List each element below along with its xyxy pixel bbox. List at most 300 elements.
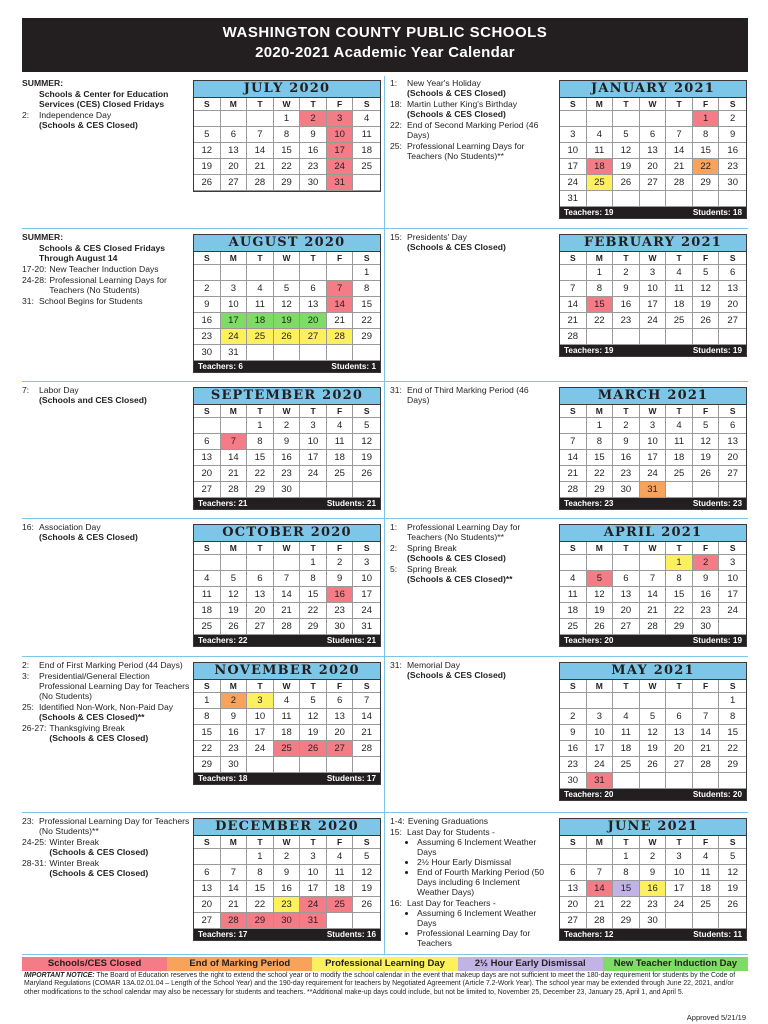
day-cell: 24 (221, 329, 248, 345)
day-cell: 16 (693, 587, 720, 603)
note-date: 16: (22, 522, 34, 532)
day-cell: 23 (719, 159, 746, 175)
day-cell: 1 (247, 849, 274, 865)
approved-date: Approved 5/21/19 (686, 1013, 746, 1022)
day-cell (274, 345, 301, 361)
day-cell: 17 (353, 587, 380, 603)
day-cell: 20 (327, 725, 354, 741)
note-text: Independence Day (39, 110, 112, 120)
day-cell: 24 (247, 741, 274, 757)
day-cell: 17 (327, 143, 354, 159)
day-cell (613, 329, 640, 345)
day-cell (274, 555, 301, 571)
day-cell: 1 (666, 555, 693, 571)
students-label: Students: (692, 499, 731, 508)
day-cell (247, 265, 274, 281)
week-row (194, 741, 380, 757)
day-cell: 5 (221, 571, 248, 587)
day-cell: 3 (719, 555, 746, 571)
teacher-day-count (564, 789, 613, 800)
day-cell: 14 (693, 725, 720, 741)
weekday-label: F (327, 542, 354, 555)
day-count-footer (560, 345, 746, 356)
note-item (22, 702, 190, 722)
teachers-label: Teachers: (564, 346, 603, 355)
day-cell: 14 (640, 587, 667, 603)
day-cell: 28 (666, 175, 693, 191)
week-row (560, 773, 746, 789)
day-cell: 28 (247, 175, 274, 191)
week-row (194, 111, 380, 127)
day-cell (693, 482, 720, 498)
week-row (194, 175, 380, 191)
day-cell: 13 (221, 143, 248, 159)
day-cell (587, 693, 614, 709)
day-cell: 8 (693, 127, 720, 143)
note-date (22, 243, 39, 263)
weekday-header (194, 680, 380, 693)
day-cell: 16 (300, 143, 327, 159)
note-text: Presidents' Day (407, 232, 467, 242)
day-cell (666, 693, 693, 709)
day-cell: 20 (560, 897, 587, 913)
week-row (560, 265, 746, 281)
note-closure: (Schools and CES Closed) (39, 395, 147, 405)
month-calendar (193, 662, 381, 785)
day-cell: 2 (194, 281, 221, 297)
week-row (560, 709, 746, 725)
weekday-label: M (221, 542, 248, 555)
day-cell: 17 (560, 159, 587, 175)
day-cell (719, 191, 746, 207)
note-item (22, 522, 190, 542)
note-date: 2: (390, 543, 398, 553)
weekday-label: S (719, 98, 746, 111)
day-cell: 8 (247, 434, 274, 450)
day-cell: 13 (560, 881, 587, 897)
weekday-label: T (300, 836, 327, 849)
note-closure: (Schools & CES Closed) (39, 120, 138, 130)
weekday-label: F (693, 836, 720, 849)
month-notes (22, 385, 190, 406)
weekday-label: M (221, 252, 248, 265)
week-row (560, 175, 746, 191)
day-cell: 26 (353, 466, 380, 482)
month-calendar (193, 818, 381, 941)
note-closure: (Schools & CES Closed) (407, 553, 506, 563)
day-cell: 18 (327, 881, 354, 897)
weekday-label: T (613, 836, 640, 849)
day-cell: 19 (693, 297, 720, 313)
day-cell: 5 (587, 571, 614, 587)
day-cell: 7 (353, 693, 380, 709)
note-date: 15: (390, 232, 402, 242)
teachers-value: 22 (238, 636, 248, 645)
day-cell (221, 555, 248, 571)
day-cell: 7 (587, 865, 614, 881)
note-item (390, 564, 550, 584)
day-cell: 26 (221, 619, 248, 635)
day-cell: 28 (587, 913, 614, 929)
day-cell: 9 (640, 865, 667, 881)
day-cell: 8 (587, 434, 614, 450)
note-text: Presidential/General Election Professional Learning Day for Teachers (No Students) (39, 671, 190, 701)
day-cell: 16 (194, 313, 221, 329)
weekday-label: T (666, 542, 693, 555)
day-cell: 10 (719, 571, 746, 587)
note-text: New Year's Holiday (407, 78, 481, 88)
note-bullet: • Assuming 6 Inclement Weather Days (417, 837, 550, 857)
day-cell: 24 (640, 313, 667, 329)
weekday-label: F (693, 680, 720, 693)
day-count-footer (194, 929, 380, 940)
day-cell: 28 (640, 619, 667, 635)
day-cell: 22 (300, 603, 327, 619)
note-item (390, 660, 550, 680)
day-cell (693, 329, 720, 345)
note-text: Labor Day (39, 385, 79, 395)
day-cell: 22 (613, 897, 640, 913)
note-text: Memorial Day (407, 660, 461, 670)
day-cell: 11 (274, 709, 301, 725)
week-row (194, 281, 380, 297)
weekday-label: W (274, 252, 301, 265)
student-day-count (693, 789, 742, 800)
day-cell (274, 757, 301, 773)
students-label: Students: (326, 499, 365, 508)
student-day-count (693, 498, 742, 509)
day-cell: 12 (194, 143, 221, 159)
day-cell: 9 (274, 434, 301, 450)
day-cell: 22 (194, 741, 221, 757)
week-row (194, 159, 380, 175)
day-cell: 11 (666, 281, 693, 297)
day-cell: 26 (613, 175, 640, 191)
day-cell: 28 (221, 913, 248, 929)
note-bullet: • Assuming 6 Inclement Weather Days (417, 908, 550, 928)
day-cell: 12 (300, 709, 327, 725)
day-cell: 15 (587, 450, 614, 466)
note-text: Spring Break (407, 543, 457, 553)
day-cell: 11 (693, 865, 720, 881)
day-cell: 7 (640, 571, 667, 587)
note-date: 22: (390, 120, 402, 130)
weekday-label: S (719, 405, 746, 418)
note-date: 16: (390, 898, 402, 908)
day-cell: 29 (247, 913, 274, 929)
day-cell (613, 773, 640, 789)
month-title: JULY 2020 (194, 81, 380, 98)
day-cell (560, 418, 587, 434)
month-title: MARCH 2021 (560, 388, 746, 405)
day-cell: 17 (247, 725, 274, 741)
students-label: Students: (692, 346, 731, 355)
day-cell: 20 (719, 297, 746, 313)
note-text: Identified Non-Work, Non-Paid Day (39, 702, 174, 712)
day-cell (587, 191, 614, 207)
weekday-header (194, 98, 380, 111)
day-cell: 17 (587, 741, 614, 757)
month-notes (390, 522, 550, 585)
weekday-label: W (640, 405, 667, 418)
day-cell: 14 (560, 450, 587, 466)
note-closure: (Schools & CES Closed) (407, 109, 506, 119)
day-cell: 19 (300, 725, 327, 741)
day-cell: 21 (221, 466, 248, 482)
students-value: 18 (732, 208, 742, 217)
weekday-label: S (353, 836, 380, 849)
day-cell: 20 (666, 741, 693, 757)
teacher-day-count (198, 773, 247, 784)
important-notice (24, 972, 748, 997)
teachers-value: 20 (604, 636, 614, 645)
day-cell: 19 (613, 159, 640, 175)
day-cell: 23 (693, 603, 720, 619)
teacher-day-count (198, 498, 247, 509)
students-label: Students: (693, 930, 732, 939)
day-count-footer (560, 207, 746, 218)
day-cell: 29 (274, 175, 301, 191)
weekday-label: S (719, 680, 746, 693)
legend-early: 2½ Hour Early Dismissal (458, 957, 603, 971)
day-cell: 6 (247, 571, 274, 587)
day-cell: 9 (613, 434, 640, 450)
day-cell: 7 (247, 127, 274, 143)
day-cell: 20 (194, 466, 221, 482)
month-notes (390, 660, 550, 681)
day-cell: 12 (613, 143, 640, 159)
note-bullet: • Professional Learning Day for Teachers (417, 928, 550, 948)
week-row (560, 159, 746, 175)
note-text: SUMMER: (22, 78, 64, 88)
day-cell: 11 (194, 587, 221, 603)
day-cell: 13 (300, 297, 327, 313)
week-row (194, 265, 380, 281)
week-row (194, 913, 380, 929)
week-row (560, 450, 746, 466)
note-text: Martin Luther King's Birthday (407, 99, 518, 109)
day-cell: 8 (719, 709, 746, 725)
day-cell: 31 (221, 345, 248, 361)
week-row (194, 725, 380, 741)
day-cell: 31 (587, 773, 614, 789)
day-cell: 1 (353, 265, 380, 281)
day-cell: 15 (300, 587, 327, 603)
weekday-header (560, 836, 746, 849)
day-cell: 1 (719, 693, 746, 709)
weekday-label: S (719, 252, 746, 265)
day-cell: 31 (300, 913, 327, 929)
day-cell: 16 (613, 297, 640, 313)
weekday-header (194, 405, 380, 418)
teachers-label: Teachers: (564, 790, 603, 799)
day-cell (327, 482, 354, 498)
teachers-label: Teachers: (198, 362, 237, 371)
note-closure: (Schools & CES Closed)** (39, 712, 145, 722)
day-cell: 13 (194, 450, 221, 466)
note-closure: (Schools & CES Closed) (39, 532, 138, 542)
weekday-label: S (353, 542, 380, 555)
day-count-footer (194, 773, 380, 784)
student-day-count (327, 929, 376, 940)
weekday-label: W (274, 405, 301, 418)
teachers-value: 23 (604, 499, 614, 508)
day-cell (221, 111, 248, 127)
day-cell: 26 (274, 329, 301, 345)
legend-marking: End of Marking Period (167, 957, 312, 971)
day-cell (719, 619, 746, 635)
day-cell: 11 (327, 434, 354, 450)
day-cell: 9 (693, 571, 720, 587)
weekday-header (560, 680, 746, 693)
month-calendar (559, 524, 747, 647)
weekday-label: S (353, 405, 380, 418)
day-cell (327, 757, 354, 773)
note-closure: (Schools & CES Closed) (407, 242, 506, 252)
week-row (560, 466, 746, 482)
day-cell: 11 (353, 127, 380, 143)
teachers-value: 6 (238, 362, 243, 371)
day-cell: 26 (300, 741, 327, 757)
day-cell: 8 (247, 865, 274, 881)
day-cell: 13 (613, 587, 640, 603)
notice-text: The Board of Education reserves the right to extend the school year or to modify the school calendar in the event that makeup days are not sufficient to meet the 180-day requirement for students by the Code of Maryland Regulations (COMAR 13A.02.01.04 – Length of the School Year) and the 190-day requirement for teachers by Negotiated Agreement (Article 7.2-Work Year). The school year may be extended through June 22, 2021, and/or other modifications to the school calendar may also be necessary for students and teachers. **Additional make-up days could include, but not be limited to, November 25, December 23, January 25, April 1, and April 5. (24, 972, 736, 996)
day-cell: 5 (640, 709, 667, 725)
weekday-label: T (247, 252, 274, 265)
day-cell: 6 (194, 434, 221, 450)
day-cell: 27 (719, 313, 746, 329)
month-title: FEBRUARY 2021 (560, 235, 746, 252)
day-cell (247, 111, 274, 127)
day-cell: 2 (640, 849, 667, 865)
day-cell: 3 (587, 709, 614, 725)
weekday-header (560, 405, 746, 418)
note-item (22, 110, 190, 130)
note-item (22, 660, 190, 670)
day-cell: 8 (300, 571, 327, 587)
day-cell: 28 (353, 741, 380, 757)
day-cell: 8 (353, 281, 380, 297)
day-cell (560, 555, 587, 571)
day-cell (693, 693, 720, 709)
weekday-label: S (719, 836, 746, 849)
note-date: 31: (22, 296, 34, 306)
day-cell: 14 (247, 143, 274, 159)
day-cell: 17 (221, 313, 248, 329)
week-row (194, 345, 380, 361)
note-text: End of Second Marking Period (46 Days) (407, 120, 539, 140)
day-cell: 29 (247, 482, 274, 498)
day-cell (640, 693, 667, 709)
day-cell (221, 265, 248, 281)
day-cell: 27 (221, 175, 248, 191)
day-cell: 27 (666, 757, 693, 773)
week-row (560, 725, 746, 741)
weekday-label: S (560, 836, 587, 849)
day-cell: 22 (587, 313, 614, 329)
teacher-day-count (564, 635, 613, 646)
day-cell: 3 (640, 418, 667, 434)
calendar-title: 2020-2021 Academic Year Calendar (255, 44, 515, 61)
day-cell: 10 (221, 297, 248, 313)
day-cell: 2 (560, 709, 587, 725)
weekday-header (194, 836, 380, 849)
note-closure: (Schools & CES Closed) (49, 868, 149, 878)
month-notes (22, 78, 190, 131)
weekday-label: M (221, 680, 248, 693)
note-bullet: • End of Fourth Marking Period (50 Days including 6 Inclement Weather Days) (417, 867, 550, 897)
day-cell: 24 (587, 757, 614, 773)
day-cell: 5 (353, 849, 380, 865)
students-label: Students: (331, 362, 370, 371)
day-cell: 14 (666, 143, 693, 159)
week-row (560, 693, 746, 709)
day-cell: 11 (666, 434, 693, 450)
note-item (390, 898, 550, 948)
day-cell (327, 345, 354, 361)
student-day-count (693, 345, 742, 356)
day-cell: 3 (247, 693, 274, 709)
note-date: 31: (390, 660, 402, 670)
day-cell: 22 (693, 159, 720, 175)
legend-induct: New Teacher Induction Day (603, 957, 748, 971)
day-cell: 27 (719, 466, 746, 482)
day-cell: 15 (247, 881, 274, 897)
day-cell: 4 (353, 111, 380, 127)
weekday-label: W (274, 542, 301, 555)
day-cell: 20 (613, 603, 640, 619)
day-cell: 6 (719, 418, 746, 434)
day-cell: 6 (221, 127, 248, 143)
week-row (194, 313, 380, 329)
week-row (560, 571, 746, 587)
week-row (194, 555, 380, 571)
day-cell (560, 265, 587, 281)
note-item (22, 243, 190, 263)
day-cell: 16 (274, 881, 301, 897)
day-cell: 11 (247, 297, 274, 313)
week-row (560, 555, 746, 571)
day-cell: 27 (247, 619, 274, 635)
day-cell: 23 (221, 741, 248, 757)
day-cell: 18 (666, 450, 693, 466)
day-cell: 2 (327, 555, 354, 571)
weekday-label: T (300, 98, 327, 111)
day-cell: 16 (274, 450, 301, 466)
weekday-label: T (247, 405, 274, 418)
day-cell: 12 (693, 281, 720, 297)
note-text: Schools & Center for Education Services (CES) Closed Fridays (39, 89, 169, 109)
day-cell: 24 (719, 603, 746, 619)
week-row (194, 571, 380, 587)
teacher-day-count (198, 635, 247, 646)
note-date: 24-28: (22, 275, 47, 285)
day-cell (560, 111, 587, 127)
day-cell: 25 (587, 175, 614, 191)
month-title: AUGUST 2020 (194, 235, 380, 252)
day-cell: 20 (221, 159, 248, 175)
day-cell: 22 (666, 603, 693, 619)
day-cell: 30 (560, 773, 587, 789)
note-date: 1: (390, 522, 398, 532)
day-cell: 5 (353, 418, 380, 434)
district-title: WASHINGTON COUNTY PUBLIC SCHOOLS (222, 24, 548, 41)
note-text: New Teacher Induction Days (49, 264, 159, 274)
day-cell: 1 (300, 555, 327, 571)
student-day-count (693, 929, 742, 940)
day-count-footer (194, 498, 380, 509)
weekday-label: T (613, 542, 640, 555)
